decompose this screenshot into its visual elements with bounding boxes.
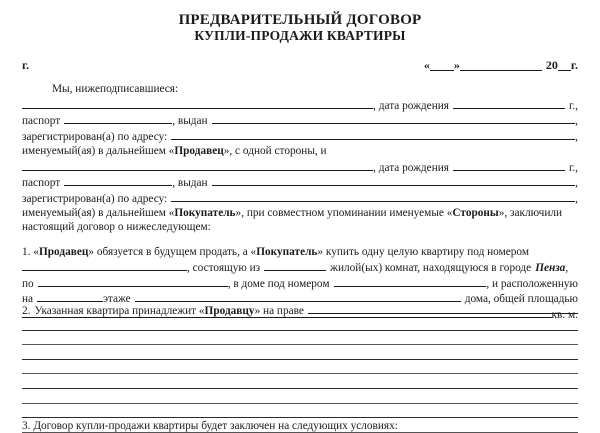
clause-2-text-tail: » на праве xyxy=(254,305,304,318)
year-suffix: г. xyxy=(570,58,578,72)
buyer-block xyxy=(22,159,578,234)
title-line-2: КУПЛИ-ПРОДАЖИ КВАРТИРЫ xyxy=(194,28,406,43)
clause-2-number: 2. xyxy=(22,305,31,318)
blank-line[interactable] xyxy=(22,331,578,346)
day-blank[interactable] xyxy=(430,60,454,71)
buyer-passport-label: паспорт xyxy=(22,177,61,190)
seller-named-prefix: именуемый(ая) в дальнейшем « xyxy=(22,144,175,157)
seller-registered-blank[interactable] xyxy=(171,128,575,139)
seller-birthdate-label: , дата рождения xyxy=(373,99,449,112)
clause-3-text: Договор купли-продажи квартиры будет заключен на следующих условиях: xyxy=(33,420,398,432)
buyer-birthdate-suffix: г., xyxy=(568,161,578,174)
clause-1-line-1 xyxy=(22,245,578,259)
buyer-named-prefix: именуемый(ая) в дальнейшем « xyxy=(22,206,175,219)
clause-1-street-blank[interactable] xyxy=(38,275,228,286)
seller-registered-tail: , xyxy=(575,130,578,143)
clause-1-text-a: обязуется в будущем продать, а « xyxy=(96,246,257,259)
clause-1-buyer: Покупатель xyxy=(256,246,318,259)
place-and-date-row xyxy=(22,58,578,73)
clause-1-text-b: » купить одну целую квартиру под номером xyxy=(317,246,530,259)
clause-3 xyxy=(22,420,578,433)
clause-1-apartment-number-blank[interactable] xyxy=(22,260,187,271)
buyer-passport-row xyxy=(22,175,578,191)
seller-issued-tail: , xyxy=(575,115,578,128)
blank-line[interactable] xyxy=(22,360,578,375)
clause-1-line4-a: на xyxy=(22,293,34,306)
clause-2-text: Указанная квартира принадлежит « xyxy=(34,305,205,318)
buyer-named-middle: », при совместном упоминании именуемые « xyxy=(235,206,453,219)
month-blank[interactable] xyxy=(460,60,542,71)
clause-1-area-unit: кв. м. xyxy=(551,308,578,321)
buyer-registered-row xyxy=(22,190,578,206)
clause-1-line4-b: этаже xyxy=(103,293,131,306)
year-blank[interactable] xyxy=(558,60,571,71)
clause-3-number: 3. xyxy=(22,420,31,432)
seller-birthdate-suffix: г., xyxy=(568,99,578,112)
buyer-issued-tail: , xyxy=(575,177,578,190)
clause-1-line-3 xyxy=(22,275,578,291)
buyer-named-suffix: », заключили xyxy=(498,206,563,219)
clause-1-line2-b: жилой(ых) комнат, находящуюся в городе xyxy=(330,261,532,274)
clause-1-house-number-blank[interactable] xyxy=(334,275,487,286)
date-field-group xyxy=(424,58,578,73)
buyer-name-row xyxy=(22,159,578,175)
clause-1-q-open: « xyxy=(33,246,39,259)
blank-line[interactable] xyxy=(22,404,578,419)
buyer-passport-blank[interactable] xyxy=(64,175,172,186)
buyer-birthdate-blank[interactable] xyxy=(453,159,565,170)
seller-role-label: Продавец xyxy=(174,144,224,157)
buyer-issued-label: , выдан xyxy=(172,177,208,190)
seller-block xyxy=(22,97,578,158)
page-title xyxy=(0,12,600,44)
buyer-issued-blank[interactable] xyxy=(212,175,576,186)
seller-passport-row xyxy=(22,113,578,129)
quote-close: » xyxy=(453,58,460,72)
city-label: г. xyxy=(22,58,30,72)
clause-1-line2-tail: , xyxy=(565,261,569,274)
year-prefix: 20 xyxy=(545,58,558,72)
buyer-role-label: Покупатель xyxy=(174,206,236,219)
seller-issued-label: , выдан xyxy=(172,115,208,128)
seller-named-row xyxy=(22,144,578,158)
title-line-1: ПРЕДВАРИТЕЛЬНЫЙ ДОГОВОР xyxy=(178,12,422,28)
clause-2-party: Продавцу xyxy=(204,305,255,318)
seller-name-row xyxy=(22,97,578,113)
clause-1-line-2 xyxy=(22,260,578,276)
seller-registered-label: зарегистрирован(а) по адресу: xyxy=(22,130,168,143)
buyer-birthdate-label: , дата рождения xyxy=(373,161,449,174)
seller-birthdate-blank[interactable] xyxy=(453,97,565,108)
intro-text: Мы, нижеподписавшиеся: xyxy=(52,83,179,95)
clause-1-line3-c: , и расположенную xyxy=(486,277,578,290)
clause-1-number: 1. xyxy=(22,246,31,259)
parties-role-label: Стороны xyxy=(452,206,499,219)
seller-passport-blank[interactable] xyxy=(64,113,172,124)
blank-line[interactable] xyxy=(22,316,578,331)
clause-1-seller: Продавец xyxy=(38,246,89,259)
clause-1-rooms-blank[interactable] xyxy=(264,260,326,271)
clause-1-city: Пенза xyxy=(535,261,566,274)
clause-1-floor-blank[interactable] xyxy=(37,291,103,302)
buyer-named-row xyxy=(22,206,578,220)
buyer-name-blank[interactable] xyxy=(22,159,373,170)
blank-line[interactable] xyxy=(22,374,578,389)
clause-1-line2-a: , состоящую из xyxy=(187,261,261,274)
clause-1-line4-c: дома, общей площадью xyxy=(464,293,578,306)
clause-1-line3-b: , в доме под номером xyxy=(227,277,330,290)
blank-writing-lines[interactable] xyxy=(22,316,578,433)
seller-name-blank[interactable] xyxy=(22,97,373,108)
clause-1-house-type-blank[interactable] xyxy=(135,291,461,302)
blank-line[interactable] xyxy=(22,389,578,404)
seller-passport-label: паспорт xyxy=(22,115,61,128)
quote-open: « xyxy=(423,58,430,72)
blank-line[interactable] xyxy=(22,345,578,360)
seller-issued-blank[interactable] xyxy=(212,113,576,124)
buyer-registered-blank[interactable] xyxy=(171,190,575,201)
seller-named-suffix: », с одной стороны, и xyxy=(223,144,327,157)
buyer-registered-label: зарегистрирован(а) по адресу: xyxy=(22,192,168,205)
seller-registered-row xyxy=(22,128,578,144)
buyer-registered-tail: , xyxy=(575,192,578,205)
clause-1-q-close: » xyxy=(88,246,95,259)
buyer-named-row-2: настоящий договор о нижеследующем: xyxy=(22,221,211,234)
clause-2-right-blank[interactable] xyxy=(308,303,578,314)
clause-1-line3-a: по xyxy=(22,277,34,290)
document-body xyxy=(22,82,578,322)
